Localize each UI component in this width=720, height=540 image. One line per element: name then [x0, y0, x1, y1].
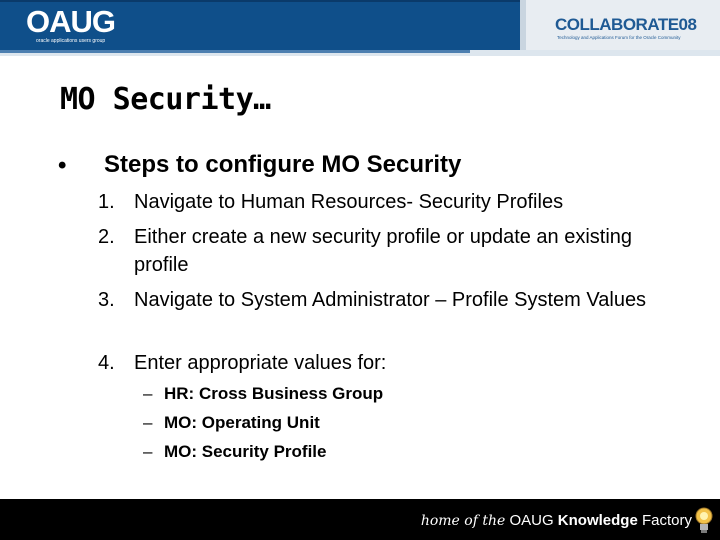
footer-knowledge-text: Knowledge	[557, 512, 638, 529]
main-bullet-marker: •	[58, 152, 67, 179]
step-number: 2.	[98, 226, 115, 248]
footer-oaug-text: OAUG	[509, 512, 554, 529]
step-text: Navigate to System Administrator – Profile System Values	[134, 289, 647, 311]
step-number: 4.	[98, 352, 115, 374]
main-bullet-text: Steps to configure MO Security	[104, 151, 462, 178]
sub-list-item	[143, 383, 383, 405]
sub-item-text: HR: Cross Business Group	[164, 384, 384, 403]
header-band	[0, 0, 720, 50]
list-item	[98, 223, 658, 279]
footer-band	[0, 499, 720, 540]
dash-marker: –	[143, 413, 153, 432]
header-underline-accent	[0, 50, 470, 53]
footer-factory-text: Factory	[641, 512, 692, 529]
footer-tagline	[421, 512, 692, 530]
step-number: 3.	[98, 289, 115, 311]
collaborate-logo: COLLABORATE08	[555, 15, 697, 34]
step-text: Enter appropriate values for:	[134, 352, 387, 374]
list-item	[98, 349, 658, 377]
oaug-logo-wordmark: OAUG	[26, 4, 115, 39]
dash-marker: –	[143, 442, 153, 461]
lightbulb-icon	[694, 505, 714, 535]
sub-item-text: MO: Security Profile	[164, 442, 327, 461]
sub-item-text: MO: Operating Unit	[164, 413, 320, 432]
sub-list-item	[143, 441, 326, 463]
list-item	[98, 188, 658, 216]
slide-title: MO Security…	[60, 82, 271, 117]
dash-marker: –	[143, 384, 153, 403]
oaug-logo-tagline: oracle applications users group	[36, 38, 106, 44]
list-item	[98, 286, 658, 314]
step-number: 1.	[98, 191, 115, 213]
step-text: Navigate to Human Resources- Security Profiles	[134, 191, 564, 213]
footer-home-text: home of the	[420, 513, 506, 529]
sub-list-item	[143, 412, 320, 434]
collaborate-logo-tagline: Technology and Applications Forum for the Oracle Community	[557, 35, 681, 40]
step-text: Either create a new security profile or update an existing profile	[134, 226, 633, 276]
